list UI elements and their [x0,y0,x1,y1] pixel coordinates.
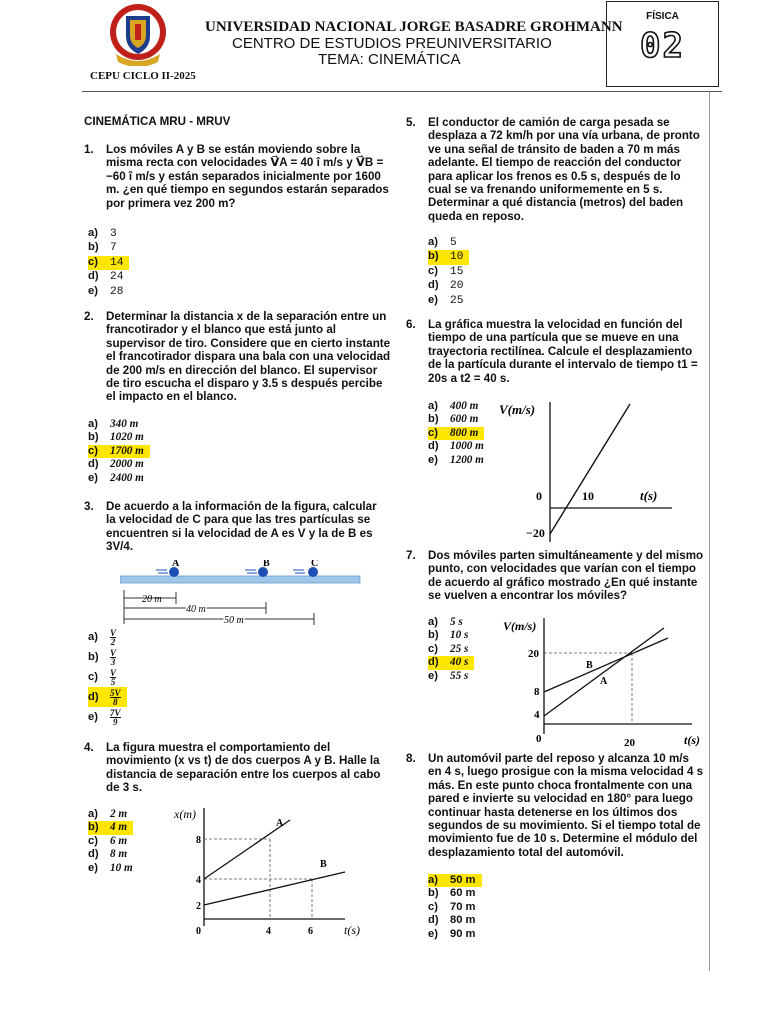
q8-option-d [428,914,476,927]
q4-series-a: A [276,818,284,829]
q7-graph [500,614,700,750]
q6-graph [496,396,696,546]
topic-title: TEMA: CINEMÁTICA [318,51,461,68]
option-value [110,709,121,726]
option-letter: a) [428,236,438,248]
q7-answer-highlight [428,656,474,669]
section-title: CINEMÁTICA MRU - MRUV [84,115,231,128]
option-letter: d) [88,270,99,283]
q4-xlabel: t(s) [344,923,360,937]
option-value: 400 m [450,400,479,412]
q5-number: 5. [406,116,416,129]
q4-number: 4. [84,741,94,754]
q5-option-c [428,265,463,279]
option-value: 70 m [450,900,476,913]
q4-xtick-4: 4 [266,926,271,937]
option-letter: e) [88,284,98,297]
option-value: 600 m [450,413,479,426]
option-value: 4 m [110,821,128,834]
q6-option-e [428,454,484,467]
option-value: 28 [110,285,124,298]
q3-option-a [88,627,116,647]
fraction-denominator: 3 [110,656,116,667]
q7-ylabel: V(m/s) [503,619,537,633]
fraction-denominator: 9 [113,716,118,727]
q6-option-a [428,400,478,413]
q6-xlabel: t(s) [640,488,658,503]
q7-text: Dos móviles parten simultáneamente y del mismo punto, con velocidades que varían con el tiempo de acuerdo al gráfico mostrado ¿En qué instante se vuelven a encontrar los móviles? [428,549,704,603]
option-letter: b) [88,651,99,663]
option-value: 2000 m [110,458,144,471]
option-letter: a) [88,418,98,430]
q1-answer-highlight [88,256,129,270]
q5-option-e [428,294,463,308]
session-number: 02 [640,26,685,66]
option-letter: a) [88,227,98,239]
subject-label: FÍSICA [646,11,679,22]
option-letter: a) [428,874,438,886]
q4-series-b: B [320,859,327,870]
option-letter: e) [428,927,438,940]
q3-answer-highlight [88,687,127,707]
option-letter: d) [88,691,99,703]
q6-text: La gráfica muestra la velocidad en función del tiempo de una partícula que se mueve en una trayectoria rectilínea. Calcule el desplazamiento de la partícula durante el intervalo de tiempo t1 = 20s a t2 = 40 s. [428,318,698,385]
fraction-numerator: V [110,647,117,658]
q6-option-d [428,440,484,453]
fraction-numerator: V [110,627,117,638]
q5-option-d [428,279,463,293]
q6-ytick: −20 [526,526,545,540]
option-value: 10 [450,251,464,264]
q4-option-c [88,835,127,848]
column-divider [709,91,710,971]
q8-options [428,874,482,941]
option-letter: b) [88,431,99,444]
option-value: 90 m [450,927,476,940]
option-value: 8 m [110,848,128,861]
q8-option-c [428,901,476,914]
q3-option-c [88,667,116,687]
q3-dim-20: 20 m [142,594,162,605]
option-value: 80 m [450,914,476,927]
university-logo [108,2,168,66]
option-letter: b) [428,250,439,263]
q6-velocity-line [550,404,630,534]
q6-option-b [428,413,478,426]
option-value: 1700 m [110,444,144,457]
option-value [110,629,116,646]
q3-figure [120,560,370,630]
q2-option-a [88,418,138,431]
q2-option-d [88,458,144,471]
option-value: 10 m [110,861,133,874]
option-value: 40 s [450,656,469,669]
q3-dim-40: 40 m [186,604,206,615]
option-letter: b) [428,629,439,642]
q4-xtick-6: 6 [308,926,313,937]
option-letter: c) [428,264,438,277]
q7-number: 7. [406,549,416,562]
university-name: UNIVERSIDAD NACIONAL JORGE BASADRE GROHMANN [205,19,623,35]
q1-options [88,227,129,299]
q5-text: El conductor de camión de carga pesada se desplaza a 72 km/h por una vía urbana, de pronto ve una señal de tránsito de baden a 70 m más adelante. El tiempo de reacción del conductor para aplicar los frenos es 0.5 s, después de lo cual se va frenando uniformemente en 5 s. Determinar a qué distancia (metros) del baden queda en reposo. [428,116,700,223]
q3-option-b [88,647,116,667]
option-letter: c) [88,255,98,268]
q4-graph [170,800,370,940]
q5-answer-highlight [428,250,469,264]
fraction-denominator: 8 [113,696,118,707]
header-divider [82,91,722,92]
q5-option-a [428,236,457,250]
q4-option-a [88,808,127,821]
option-letter: c) [88,444,98,457]
q4-option-d [88,848,127,861]
q6-origin: 0 [536,489,542,503]
q4-answer-highlight [88,821,133,834]
fraction-denominator: 2 [110,636,116,647]
q7-option-e [428,670,468,683]
q4-ytick-8: 8 [196,835,201,846]
q7-xtick: 20 [624,737,635,749]
q7-options [428,616,474,683]
q2-option-b [88,431,144,444]
option-value: 24 [110,271,124,284]
option-letter: c) [428,900,438,913]
option-value [110,669,116,686]
option-value: 50 m [450,874,476,886]
option-value: 2400 m [110,471,144,484]
option-value: 14 [110,256,124,269]
option-letter: a) [428,616,438,628]
option-letter: e) [88,861,98,874]
option-letter: c) [88,671,98,683]
option-value: 55 s [450,669,469,682]
option-letter: d) [88,458,99,471]
option-letter: d) [88,848,99,861]
option-letter: b) [428,413,439,426]
q3-label-a: A [172,560,180,569]
q4-text: La figura muestra el comportamiento del movimiento (x vs t) de dos cuerpos A y B. Halle la distancia de separación entre los cuerpos al cabo de 3 s. [106,741,381,795]
q7-series-b: B [586,660,593,671]
option-letter: b) [428,887,439,900]
q6-ylabel: V(m/s) [499,402,536,417]
option-value: 5 [450,237,457,249]
q8-number: 8. [406,752,416,765]
option-letter: d) [428,279,439,292]
option-value: 1200 m [450,453,484,466]
option-value: 3 [110,228,117,240]
q2-number: 2. [84,310,94,323]
cycle-label: CEPU CICLO II-2025 [90,70,196,82]
q7-option-b [428,629,468,642]
q4-ytick-4: 4 [196,875,201,886]
option-letter: e) [428,293,438,306]
q1-option-a [88,227,117,241]
q2-answer-highlight [88,445,150,458]
q4-ylabel: x(m) [174,807,196,821]
q4-ytick-2: 2 [196,901,201,912]
q7-origin: 0 [536,733,542,745]
q8-option-e [428,928,476,941]
option-value [110,649,116,666]
q4-xtick-0: 0 [196,926,201,937]
option-letter: d) [428,656,439,669]
fraction-denominator: 5 [110,676,116,687]
q1-option-b [88,241,117,255]
fraction-numerator: 7V [110,707,121,718]
q4-options [88,808,133,875]
q5-options [428,236,469,308]
option-value: 5 s [450,616,463,628]
option-letter: a) [88,808,98,820]
q7-series-a: A [600,676,608,687]
q3-label-b: B [263,560,270,569]
q3-text: De acuerdo a la información de la figura, calcular la velocidad de C para que las tres partículas se encuentren si la velocidad de A es V y la de B es 3V/4. [106,500,377,554]
q3-number: 3. [84,500,94,513]
option-letter: b) [88,241,99,254]
option-value: 60 m [450,887,476,900]
option-value: 6 m [110,834,128,847]
q6-answer-highlight [428,427,484,440]
q6-number: 6. [406,318,416,331]
option-value: 7 [110,242,117,255]
q4-option-e [88,862,133,875]
option-value: 2 m [110,808,128,820]
q6-xtick: 10 [582,489,594,503]
q1-text: Los móviles A y B se están moviendo sobre la misma recta con velocidades V⃗A = 40 î m/s y V⃗B = −60 î m/s y están separados inicialmente por 1600 m. ¿en qué tiempo en segundos estarán separados por primera vez 200 m? [106,143,389,210]
fraction-numerator: V [110,667,117,678]
q4-line-b [204,872,345,905]
q3-track [120,576,360,583]
option-letter: c) [428,426,438,439]
option-letter: d) [428,440,439,453]
q7-ytick-8: 8 [534,686,540,698]
q3-dim-50: 50 m [224,615,244,626]
q2-options [88,418,150,485]
q7-option-c [428,643,468,656]
option-letter: a) [428,400,438,412]
option-value: 25 [450,294,464,307]
q1-number: 1. [84,143,94,156]
option-value: 20 [450,280,464,293]
option-letter: e) [428,453,438,466]
q7-ytick-4: 4 [534,709,540,721]
option-letter: e) [88,711,98,723]
q2-text: Determinar la distancia x de la separación entre un francotirador y el blanco que está junto al supervisor de tiro. Considere que en cierto instante el francotirador dispara una bala con una velocidad de 200 m/s en dirección del blanco. El supervisor de tiro escucha el disparo y 3.5 s después percibe el impacto en el blanco. [106,310,391,404]
q7-ytick-20: 20 [528,648,539,660]
q3-options [88,627,127,727]
option-value: 1020 m [110,431,144,444]
q8-text: Un automóvil parte del reposo y alcanza 10 m/s en 4 s, luego prosigue con la misma velocidad 4 s más. En este punto choca frontalmente con una pared e invierte su velocidad en 180° para luego continuar hasta detenerse en los últimos dos segundos de su movimiento. Si el tiempo total de movimiento fue de 10 s. Determine el módulo del desplazamiento total del automóvil. [428,752,704,859]
option-letter: c) [428,642,438,655]
option-value: 25 s [450,642,469,655]
q7-line-a [544,628,664,716]
option-value: 10 s [450,629,469,642]
center-name: CENTRO DE ESTUDIOS PREUNIVERSITARIO [232,35,552,52]
q8-answer-highlight [428,874,482,887]
option-letter: a) [88,631,98,643]
option-value [110,689,121,706]
q3-label-c: C [311,560,319,569]
option-letter: b) [88,821,99,834]
option-value: 800 m [450,426,479,439]
option-letter: d) [428,914,439,927]
option-value: 15 [450,265,464,278]
option-value: 340 m [110,418,139,430]
q2-option-e [88,472,144,485]
q1-option-d [88,270,123,284]
option-letter: e) [428,669,438,682]
q1-option-e [88,285,123,299]
q7-option-a [428,616,463,629]
subject-box [606,1,719,87]
option-letter: c) [88,834,98,847]
q3-option-e [88,707,121,727]
q8-option-b [428,887,476,900]
fraction-numerator: 5V [110,687,121,698]
option-letter: e) [88,471,98,484]
q6-options [428,400,484,467]
q7-xlabel: t(s) [684,733,700,747]
option-value: 1000 m [450,440,484,453]
